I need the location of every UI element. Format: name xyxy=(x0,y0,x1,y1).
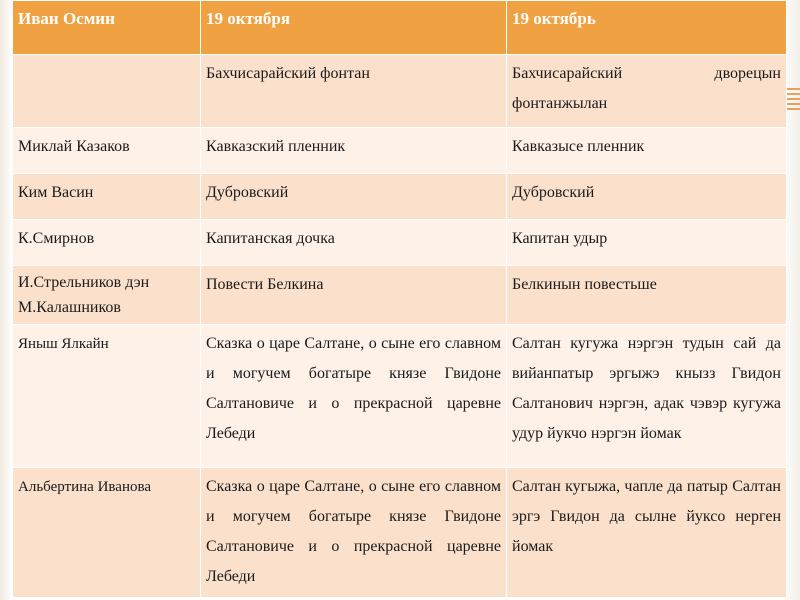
header-cell: Иван Осмин xyxy=(13,1,201,55)
original-title-cell: Сказка о царе Салтане, о сыне его славном и могучем богатыре князе Гвидоне Салтановиче и о прекрасной царевне Лебеди xyxy=(201,468,507,598)
table-row xyxy=(13,266,787,325)
translation-title-cell: Кавказысе пленник xyxy=(507,128,787,174)
header-cell: 19 октябрь xyxy=(507,1,787,55)
translation-title-cell: Салтан кугыжа, чапле да патыр Салтан эргэ Гвидон да сылне йуксо нерген йомак xyxy=(507,468,787,598)
table-row xyxy=(13,468,787,598)
header-cell: 19 октября xyxy=(201,1,507,55)
decor-stripe xyxy=(786,108,800,110)
original-title-cell: Сказка о царе Салтане, о сыне его славном и могучем богатыре князе Гвидоне Салтановиче и о прекрасной царевне Лебеди xyxy=(201,325,507,468)
author-cell: Миклай Казаков xyxy=(13,128,201,174)
translation-title-cell: Бахчисарайский дворецын фонтанжылан xyxy=(507,55,787,128)
slide-left-shadow xyxy=(0,0,12,600)
decor-stripe xyxy=(786,93,800,95)
author-cell: К.Смирнов xyxy=(13,220,201,266)
original-title-cell: Капитанская дочка xyxy=(201,220,507,266)
decor-stripe xyxy=(786,98,800,100)
author-cell: Яныш Ялкайн xyxy=(13,325,201,468)
translations-table-container xyxy=(12,0,786,598)
table-header-row xyxy=(13,1,787,55)
translation-title-cell: Капитан удыр xyxy=(507,220,787,266)
original-title-cell: Бахчисарайский фонтан xyxy=(201,55,507,128)
original-title-cell: Дубровский xyxy=(201,174,507,220)
original-title-cell: Повести Белкина xyxy=(201,266,507,325)
author-cell: Ким Васин xyxy=(13,174,201,220)
table-row xyxy=(13,220,787,266)
translations-table xyxy=(12,0,787,598)
table-row xyxy=(13,128,787,174)
translation-title-cell: Дубровский xyxy=(507,174,787,220)
decor-stripe xyxy=(786,88,800,90)
original-title-cell: Кавказский пленник xyxy=(201,128,507,174)
table-row xyxy=(13,174,787,220)
translation-title-cell: Белкинын повестьше xyxy=(507,266,787,325)
translation-title-cell: Салтан кугужа нэргэн тудын сай да вийанпатыр эргыжэ кнызз Гвидон Салтанович нэргэн, адак чэвэр кугужа удур йукчо нэргэн йомак xyxy=(507,325,787,468)
table-row xyxy=(13,55,787,128)
author-cell: Альбертина Иванова xyxy=(13,468,201,598)
author-cell: И.Стрельников дэн М.Калашников xyxy=(13,266,201,325)
decor-stripe xyxy=(786,103,800,105)
table-row xyxy=(13,325,787,468)
author-cell xyxy=(13,55,201,128)
